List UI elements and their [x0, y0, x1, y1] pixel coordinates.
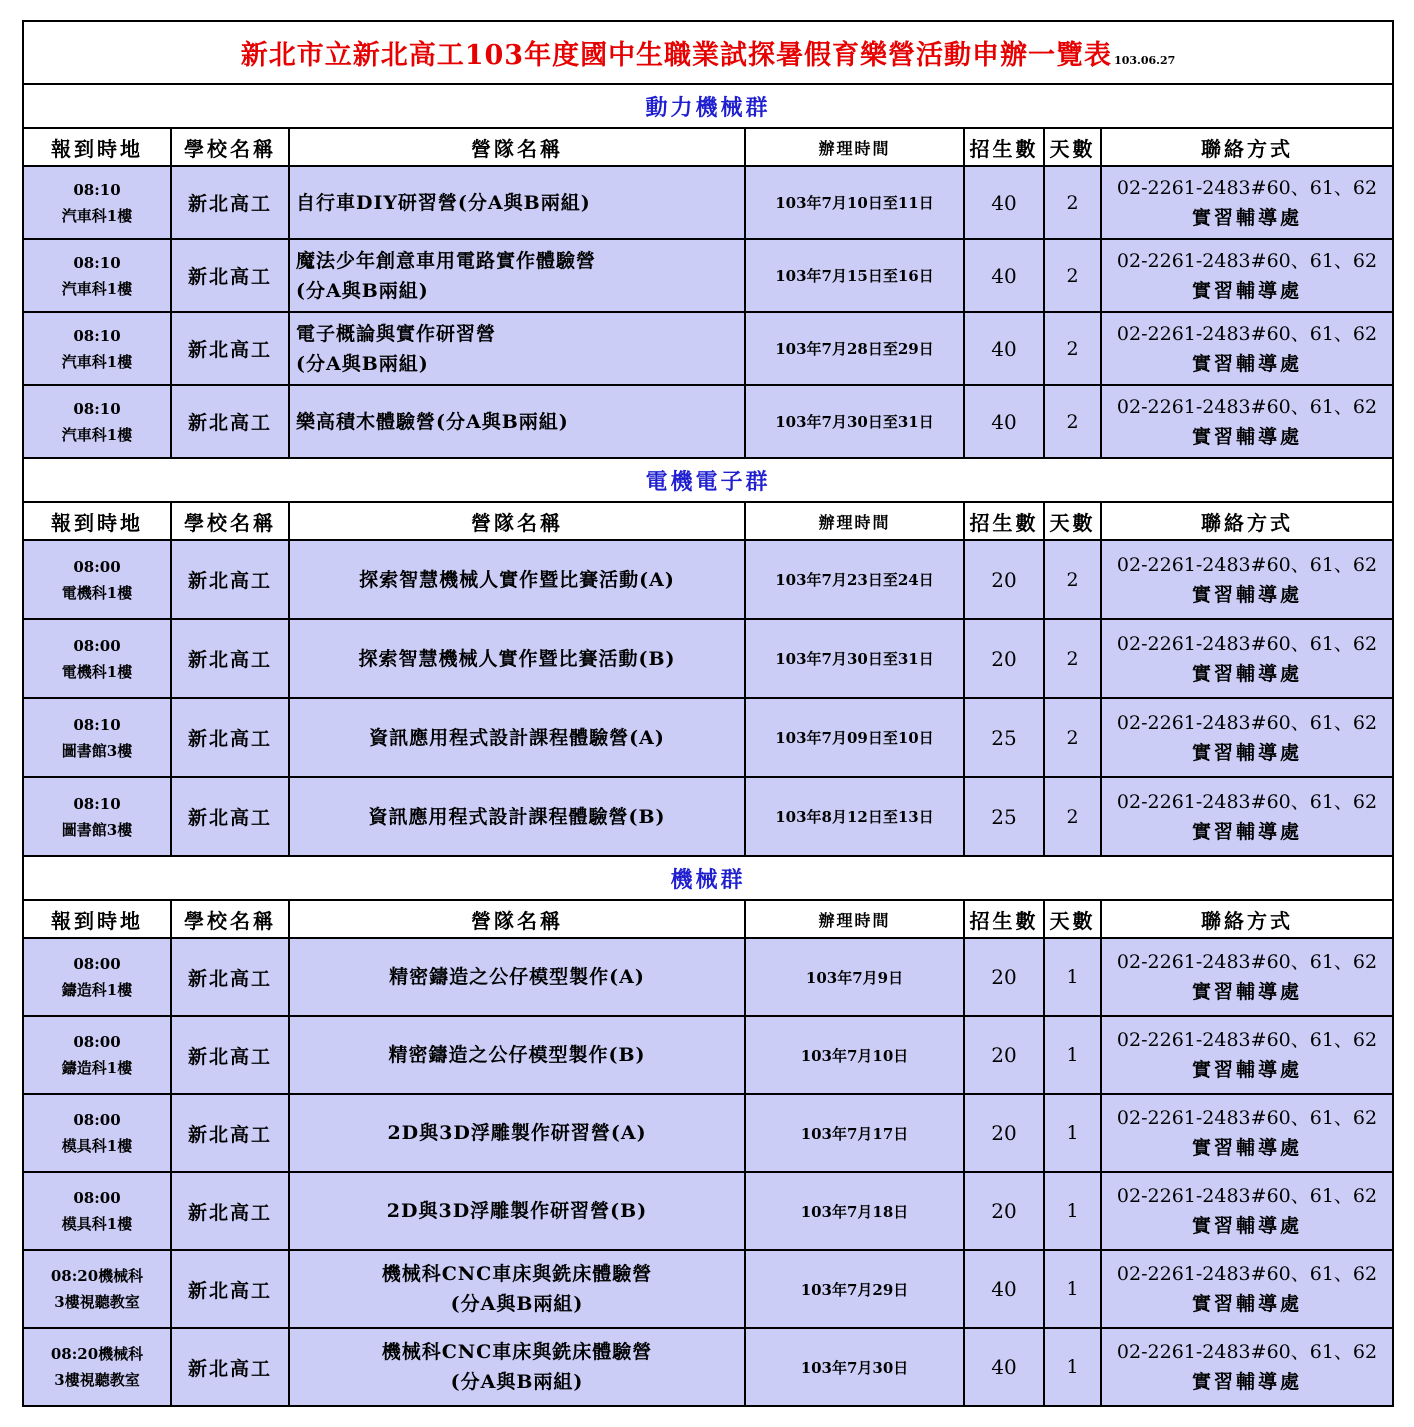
- camp-name-cell: [289, 619, 745, 698]
- camp-schedule-table: [22, 20, 1394, 1407]
- event-date: 103年7月09日至10日: [745, 698, 964, 777]
- contact-office: 實習輔導處: [1192, 820, 1303, 843]
- event-date: 103年7月28日至29日: [745, 312, 964, 385]
- report-location: 鑄造科1樓: [61, 1059, 133, 1077]
- report-time: 08:10: [73, 794, 121, 813]
- table-row: [23, 1172, 1393, 1250]
- contact-cell: [1101, 1172, 1393, 1250]
- event-date: 103年7月30日至31日: [745, 619, 964, 698]
- days: 2: [1044, 540, 1101, 619]
- quota: 20: [964, 1016, 1044, 1094]
- quota: 20: [964, 1094, 1044, 1172]
- quota: 40: [964, 385, 1044, 458]
- header-school: 學校名稱: [171, 502, 289, 540]
- contact-office: 實習輔導處: [1192, 741, 1303, 764]
- report-time: 08:10: [73, 399, 121, 418]
- camp-name-cell: [289, 312, 745, 385]
- contact-office: 實習輔導處: [1192, 1371, 1303, 1393]
- contact-office: 實習輔導處: [1192, 206, 1303, 229]
- quota: 25: [964, 698, 1044, 777]
- days: 1: [1044, 1016, 1101, 1094]
- event-date: 103年7月17日: [745, 1094, 964, 1172]
- quota: 40: [964, 312, 1044, 385]
- contact-phone: 02-2261-2483#60、61、62: [1116, 553, 1378, 576]
- camp-name-cell: [289, 1016, 745, 1094]
- header-days: 天數: [1044, 900, 1101, 938]
- quota: 40: [964, 1250, 1044, 1328]
- header-place: 報到時地: [23, 502, 171, 540]
- report-location: 圖書館3樓: [61, 820, 133, 839]
- header-days: 天數: [1044, 128, 1101, 166]
- header-row: [23, 900, 1393, 938]
- header-place: 報到時地: [23, 128, 171, 166]
- event-date: 103年7月23日至24日: [745, 540, 964, 619]
- contact-office: 實習輔導處: [1192, 1059, 1303, 1081]
- event-date: 103年7月10日至11日: [745, 166, 964, 239]
- camp-name-cell: [289, 385, 745, 458]
- camp-name-line: (分A與B兩組): [450, 1293, 584, 1315]
- contact-office: 實習輔導處: [1192, 583, 1303, 606]
- days: 1: [1044, 1250, 1101, 1328]
- contact-office: 實習輔導處: [1192, 1215, 1303, 1237]
- groups-body: [23, 84, 1393, 1406]
- place-cell: [23, 619, 171, 698]
- header-camp: 營隊名稱: [289, 128, 745, 166]
- camp-name-cell: [289, 1328, 745, 1406]
- table-row: [23, 1250, 1393, 1328]
- contact-phone: 02-2261-2483#60、61、62: [1116, 1107, 1378, 1129]
- place-cell: [23, 239, 171, 312]
- table-row: [23, 166, 1393, 239]
- title-row: [23, 21, 1393, 84]
- place-cell: [23, 938, 171, 1016]
- days: 1: [1044, 1328, 1101, 1406]
- report-location: 3樓視聽教室: [54, 1371, 140, 1389]
- group-title: 機械群: [23, 856, 1393, 900]
- header-date: 辦理時間: [745, 900, 964, 938]
- quota: 20: [964, 938, 1044, 1016]
- event-date: 103年7月30日: [745, 1328, 964, 1406]
- page-title: 新北市立新北高工103年度國中生職業試探暑假育樂營活動申辦一覽表: [240, 40, 1113, 71]
- place-cell: [23, 385, 171, 458]
- camp-name-line: (分A與B兩組): [450, 1371, 584, 1393]
- contact-phone: 02-2261-2483#60、61、62: [1116, 322, 1378, 345]
- camp-name-line: 精密鑄造之公仔模型製作(A): [389, 966, 645, 988]
- event-date: 103年7月15日至16日: [745, 239, 964, 312]
- quota: 40: [964, 1328, 1044, 1406]
- contact-phone: 02-2261-2483#60、61、62: [1116, 1263, 1378, 1285]
- report-location: 3樓視聽教室: [54, 1293, 140, 1311]
- table-row: [23, 1094, 1393, 1172]
- report-location: 模具科1樓: [61, 1137, 133, 1155]
- header-row: [23, 502, 1393, 540]
- quota: 40: [964, 239, 1044, 312]
- days: 2: [1044, 698, 1101, 777]
- camp-name-cell: [289, 938, 745, 1016]
- days: 1: [1044, 938, 1101, 1016]
- days: 2: [1044, 777, 1101, 856]
- quota: 40: [964, 166, 1044, 239]
- header-days: 天數: [1044, 502, 1101, 540]
- contact-phone: 02-2261-2483#60、61、62: [1116, 790, 1378, 813]
- days: 2: [1044, 239, 1101, 312]
- contact-cell: [1101, 540, 1393, 619]
- header-camp: 營隊名稱: [289, 900, 745, 938]
- camp-name-line: 探索智慧機械人實作暨比賽活動(A): [359, 568, 675, 591]
- contact-office: 實習輔導處: [1192, 279, 1303, 302]
- camp-name-line: 2D與3D浮雕製作研習營(B): [386, 1200, 648, 1222]
- camp-name-cell: [289, 1094, 745, 1172]
- camp-name-line: 資訊應用程式設計課程體驗營(A): [369, 726, 665, 749]
- contact-cell: [1101, 385, 1393, 458]
- group-title: 電機電子群: [23, 458, 1393, 502]
- quota: 20: [964, 1172, 1044, 1250]
- header-contact: 聯絡方式: [1101, 502, 1393, 540]
- camp-name-cell: [289, 540, 745, 619]
- school-name: 新北高工: [171, 239, 289, 312]
- report-time: 08:00: [73, 557, 121, 576]
- report-time: 08:10: [73, 253, 121, 272]
- report-time: 08:00: [73, 1111, 121, 1129]
- place-cell: [23, 1328, 171, 1406]
- table-row: [23, 698, 1393, 777]
- school-name: 新北高工: [171, 938, 289, 1016]
- contact-cell: [1101, 938, 1393, 1016]
- contact-phone: 02-2261-2483#60、61、62: [1116, 395, 1378, 418]
- school-name: 新北高工: [171, 385, 289, 458]
- school-name: 新北高工: [171, 619, 289, 698]
- place-cell: [23, 777, 171, 856]
- header-camp: 營隊名稱: [289, 502, 745, 540]
- place-cell: [23, 1250, 171, 1328]
- contact-cell: [1101, 166, 1393, 239]
- contact-phone: 02-2261-2483#60、61、62: [1116, 711, 1378, 734]
- school-name: 新北高工: [171, 1016, 289, 1094]
- event-date: 103年7月9日: [745, 938, 964, 1016]
- header-contact: 聯絡方式: [1101, 900, 1393, 938]
- days: 2: [1044, 166, 1101, 239]
- days: 2: [1044, 312, 1101, 385]
- report-time: 08:20機械科: [50, 1267, 144, 1285]
- header-school: 學校名稱: [171, 128, 289, 166]
- table-row: [23, 777, 1393, 856]
- table-row: [23, 938, 1393, 1016]
- place-cell: [23, 1094, 171, 1172]
- contact-phone: 02-2261-2483#60、61、62: [1116, 951, 1378, 973]
- contact-phone: 02-2261-2483#60、61、62: [1116, 1185, 1378, 1207]
- report-location: 圖書館3樓: [61, 741, 133, 760]
- camp-name-cell: [289, 698, 745, 777]
- report-time: 08:10: [73, 180, 121, 199]
- camp-name-line: 樂高積木體驗營(分A與B兩組): [296, 410, 569, 433]
- report-time: 08:00: [73, 636, 121, 655]
- school-name: 新北高工: [171, 1250, 289, 1328]
- school-name: 新北高工: [171, 312, 289, 385]
- contact-cell: [1101, 239, 1393, 312]
- quota: 20: [964, 619, 1044, 698]
- contact-phone: 02-2261-2483#60、61、62: [1116, 249, 1378, 272]
- header-quota: 招生數: [964, 128, 1044, 166]
- group-title: 動力機械群: [23, 84, 1393, 128]
- table-row: [23, 540, 1393, 619]
- report-time: 08:10: [73, 326, 121, 345]
- contact-office: 實習輔導處: [1192, 662, 1303, 685]
- report-time: 08:10: [73, 715, 121, 734]
- contact-cell: [1101, 1250, 1393, 1328]
- contact-cell: [1101, 698, 1393, 777]
- event-date: 103年7月30日至31日: [745, 385, 964, 458]
- contact-office: 實習輔導處: [1192, 1137, 1303, 1159]
- school-name: 新北高工: [171, 1094, 289, 1172]
- report-time: 08:20機械科: [50, 1345, 144, 1363]
- contact-cell: [1101, 777, 1393, 856]
- contact-office: 實習輔導處: [1192, 1293, 1303, 1315]
- header-quota: 招生數: [964, 502, 1044, 540]
- camp-name-line: 機械科CNC車床與銑床體驗營: [381, 1263, 653, 1285]
- camp-name-cell: [289, 1172, 745, 1250]
- header-school: 學校名稱: [171, 900, 289, 938]
- camp-name-line: 2D與3D浮雕製作研習營(A): [387, 1122, 647, 1144]
- camp-name-line: 探索智慧機械人實作暨比賽活動(B): [358, 647, 676, 670]
- contact-phone: 02-2261-2483#60、61、62: [1116, 1029, 1378, 1051]
- group-row: [23, 458, 1393, 502]
- contact-phone: 02-2261-2483#60、61、62: [1116, 632, 1378, 655]
- report-location: 汽車科1樓: [61, 425, 133, 444]
- header-contact: 聯絡方式: [1101, 128, 1393, 166]
- camp-name-line: (分A與B兩組): [296, 352, 429, 375]
- report-location: 電機科1樓: [61, 662, 133, 681]
- school-name: 新北高工: [171, 777, 289, 856]
- report-location: 模具科1樓: [61, 1215, 133, 1233]
- contact-cell: [1101, 1094, 1393, 1172]
- camp-name-line: 電子概論與實作研習營: [296, 322, 497, 345]
- group-row: [23, 84, 1393, 128]
- quota: 25: [964, 777, 1044, 856]
- report-time: 08:00: [73, 1033, 121, 1051]
- camp-name-line: 自行車DIY研習營(分A與B兩組): [296, 191, 591, 214]
- contact-office: 實習輔導處: [1192, 352, 1303, 375]
- event-date: 103年7月29日: [745, 1250, 964, 1328]
- school-name: 新北高工: [171, 698, 289, 777]
- place-cell: [23, 1172, 171, 1250]
- report-location: 汽車科1樓: [61, 206, 133, 225]
- contact-phone: 02-2261-2483#60、61、62: [1116, 1341, 1378, 1363]
- camp-name-line: 魔法少年創意車用電路實作體驗營: [296, 249, 597, 272]
- contact-cell: [1101, 1016, 1393, 1094]
- contact-cell: [1101, 312, 1393, 385]
- camp-name-cell: [289, 166, 745, 239]
- event-date: 103年7月10日: [745, 1016, 964, 1094]
- school-name: 新北高工: [171, 1328, 289, 1406]
- school-name: 新北高工: [171, 1172, 289, 1250]
- event-date: 103年8月12日至13日: [745, 777, 964, 856]
- camp-name-line: 精密鑄造之公仔模型製作(B): [388, 1044, 646, 1066]
- table-row: [23, 312, 1393, 385]
- school-name: 新北高工: [171, 540, 289, 619]
- group-row: [23, 856, 1393, 900]
- days: 1: [1044, 1172, 1101, 1250]
- header-quota: 招生數: [964, 900, 1044, 938]
- table-row: [23, 385, 1393, 458]
- quota: 20: [964, 540, 1044, 619]
- camp-name-line: 資訊應用程式設計課程體驗營(B): [368, 805, 666, 828]
- camp-name-cell: [289, 239, 745, 312]
- report-time: 08:00: [73, 1189, 121, 1207]
- school-name: 新北高工: [171, 166, 289, 239]
- title-date: 103.06.27: [1114, 54, 1176, 67]
- event-date: 103年7月18日: [745, 1172, 964, 1250]
- header-place: 報到時地: [23, 900, 171, 938]
- report-location: 電機科1樓: [61, 583, 133, 602]
- table-row: [23, 1328, 1393, 1406]
- days: 2: [1044, 385, 1101, 458]
- contact-office: 實習輔導處: [1192, 981, 1303, 1003]
- header-date: 辦理時間: [745, 502, 964, 540]
- days: 1: [1044, 1094, 1101, 1172]
- place-cell: [23, 312, 171, 385]
- days: 2: [1044, 619, 1101, 698]
- camp-name-cell: [289, 777, 745, 856]
- contact-cell: [1101, 1328, 1393, 1406]
- table-row: [23, 239, 1393, 312]
- title-cell: [23, 21, 1393, 84]
- place-cell: [23, 1016, 171, 1094]
- report-location: 汽車科1樓: [61, 352, 133, 371]
- place-cell: [23, 540, 171, 619]
- header-row: [23, 128, 1393, 166]
- contact-office: 實習輔導處: [1192, 425, 1303, 448]
- camp-name-cell: [289, 1250, 745, 1328]
- report-time: 08:00: [73, 955, 121, 973]
- place-cell: [23, 698, 171, 777]
- camp-name-line: 機械科CNC車床與銑床體驗營: [381, 1341, 653, 1363]
- table-row: [23, 619, 1393, 698]
- table-row: [23, 1016, 1393, 1094]
- place-cell: [23, 166, 171, 239]
- contact-cell: [1101, 619, 1393, 698]
- header-date: 辦理時間: [745, 128, 964, 166]
- camp-name-line: (分A與B兩組): [296, 279, 429, 302]
- contact-phone: 02-2261-2483#60、61、62: [1116, 176, 1378, 199]
- report-location: 汽車科1樓: [61, 279, 133, 298]
- report-location: 鑄造科1樓: [61, 981, 133, 999]
